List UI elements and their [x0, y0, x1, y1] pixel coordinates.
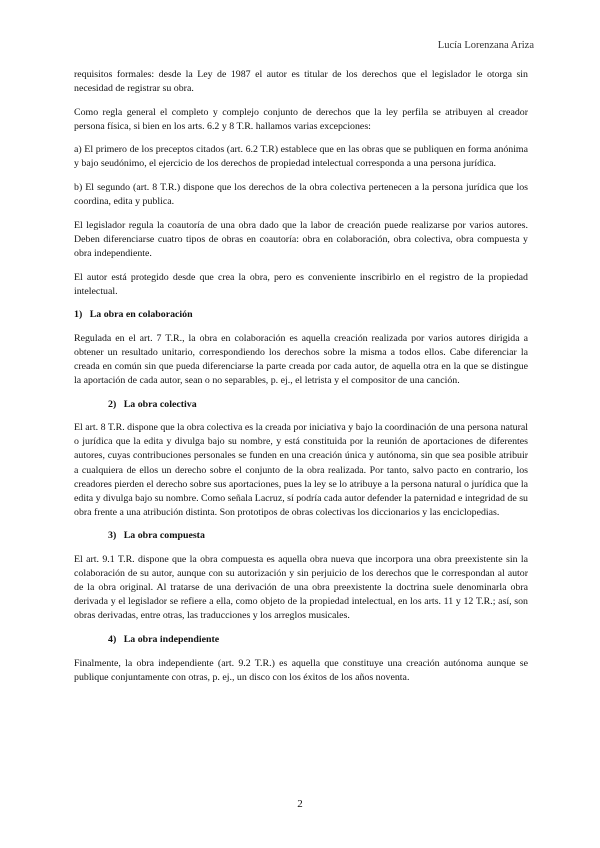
section-number: 4): [108, 634, 117, 645]
section-title: La obra independiente: [123, 634, 220, 645]
page-number: 2: [297, 798, 303, 810]
section-heading: [74, 308, 528, 322]
section-paragraph: Regulada en el art. 7 T.R., la obra en colaboración es aquella creación realizada por varios autores dirigida a obtener un resultado unitario, correspondiendo los derechos sobre la misma a todos ellos. Cabe diferenciar la creada en común sin que pueda diferenciarse la parte creada por cada autor, de aquella otra en la que se distingue la aportación de cada autor, sean o no separables, p. ej., el letrista y el compositor de una canción.: [74, 332, 528, 387]
section-paragraph: Finalmente, la obra independiente (art. 9.2 T.R.) es aquella que constituye una creación autónoma aunque se publique conjuntamente con otras, p. ej., un disco con los éxitos de los años noventa.: [74, 657, 528, 683]
paragraph: a) El primero de los preceptos citados (art. 6.2 T.R) establece que en las obras que se publiquen en forma anónima y bajo seudónimo, el ejercicio de los derechos de propiedad intelectual corresponda a una persona jurídica.: [74, 144, 528, 170]
section-paragraph: El art. 8 T.R. dispone que la obra colectiva es la creada por iniciativa y bajo la coordinación de una persona natural o jurídica que la edita y divulga bajo su nombre, y está constituida por la reunión de aportaciones de diferentes autores, cuyas contribuciones personales se funden en una creación única y autónoma, sin que sea posible atribuir a cualquiera de ellos un derecho sobre el conjunto de la obra realizada. Por tanto, salvo pacto en contrario, los creadores pierden el derecho sobre sus aportaciones, pues la ley se lo atribuye a la persona natural o jurídica que la edita y divulga bajo su nombre. Como señala Lacruz, sí podría cada autor defender la paternidad e integridad de su obra frente a una atribución distinta. Son prototipos de obras colectivas los diccionarios y las enciclopedias.: [74, 422, 528, 518]
paragraph: Como regla general el completo y complejo conjunto de derechos que la ley perfila se atribuyen al creador persona física, si bien en los arts. 6.2 y 8 T.R. hallamos varias excepciones:: [74, 106, 528, 132]
section-heading: [74, 633, 528, 647]
document-body: [74, 68, 528, 694]
section-paragraph: El art. 9.1 T.R. dispone que la obra compuesta es aquella obra nueva que incorpora una obra preexistente sin la colaboración de su autor, aunque con su autorización y sin perjuicio de los derechos que le correspondan al autor de la obra original. Al tratarse de una derivación de una obra preexistente la doctrina suele denominarla obra derivada y el legislador se refiere a ella, como objeto de la propiedad intelectual, en los arts. 11 y 12 T.R.; así, son obras derivadas, entre otras, las traducciones y los arreglos musicales.: [74, 554, 528, 622]
section-number: 2): [108, 398, 117, 410]
section-heading: [74, 398, 528, 412]
section-title: La obra en colaboración: [89, 309, 193, 321]
paragraph: El autor está protegido desde que crea la obra, pero es conveniente inscribirlo en el registro de la propiedad intelectual.: [74, 271, 528, 297]
section-number: 1): [74, 309, 83, 321]
paragraph: El legislador regula la coautoría de una obra dado que la labor de creación puede realizarse por varios autores. Deben diferenciarse cuatro tipos de obras en coautoría: obra en colaboración, obra colectiva, obra compuesta y obra independiente.: [74, 219, 528, 259]
paragraph: b) El segundo (art. 8 T.R.) dispone que los derechos de la obra colectiva pertenecen a la persona jurídica que los coordina, edita y publica.: [74, 182, 528, 208]
page-header-author: Lucía Lorenzana Ariza: [437, 40, 534, 51]
section-heading: [74, 529, 528, 543]
section-title: La obra compuesta: [123, 530, 205, 542]
paragraph: requisitos formales: desde la Ley de 1987 el autor es titular de los derechos que el legislador le otorga sin necesidad de registrar su obra.: [74, 69, 528, 95]
section-title: La obra colectiva: [123, 398, 197, 410]
section-number: 3): [108, 530, 117, 542]
